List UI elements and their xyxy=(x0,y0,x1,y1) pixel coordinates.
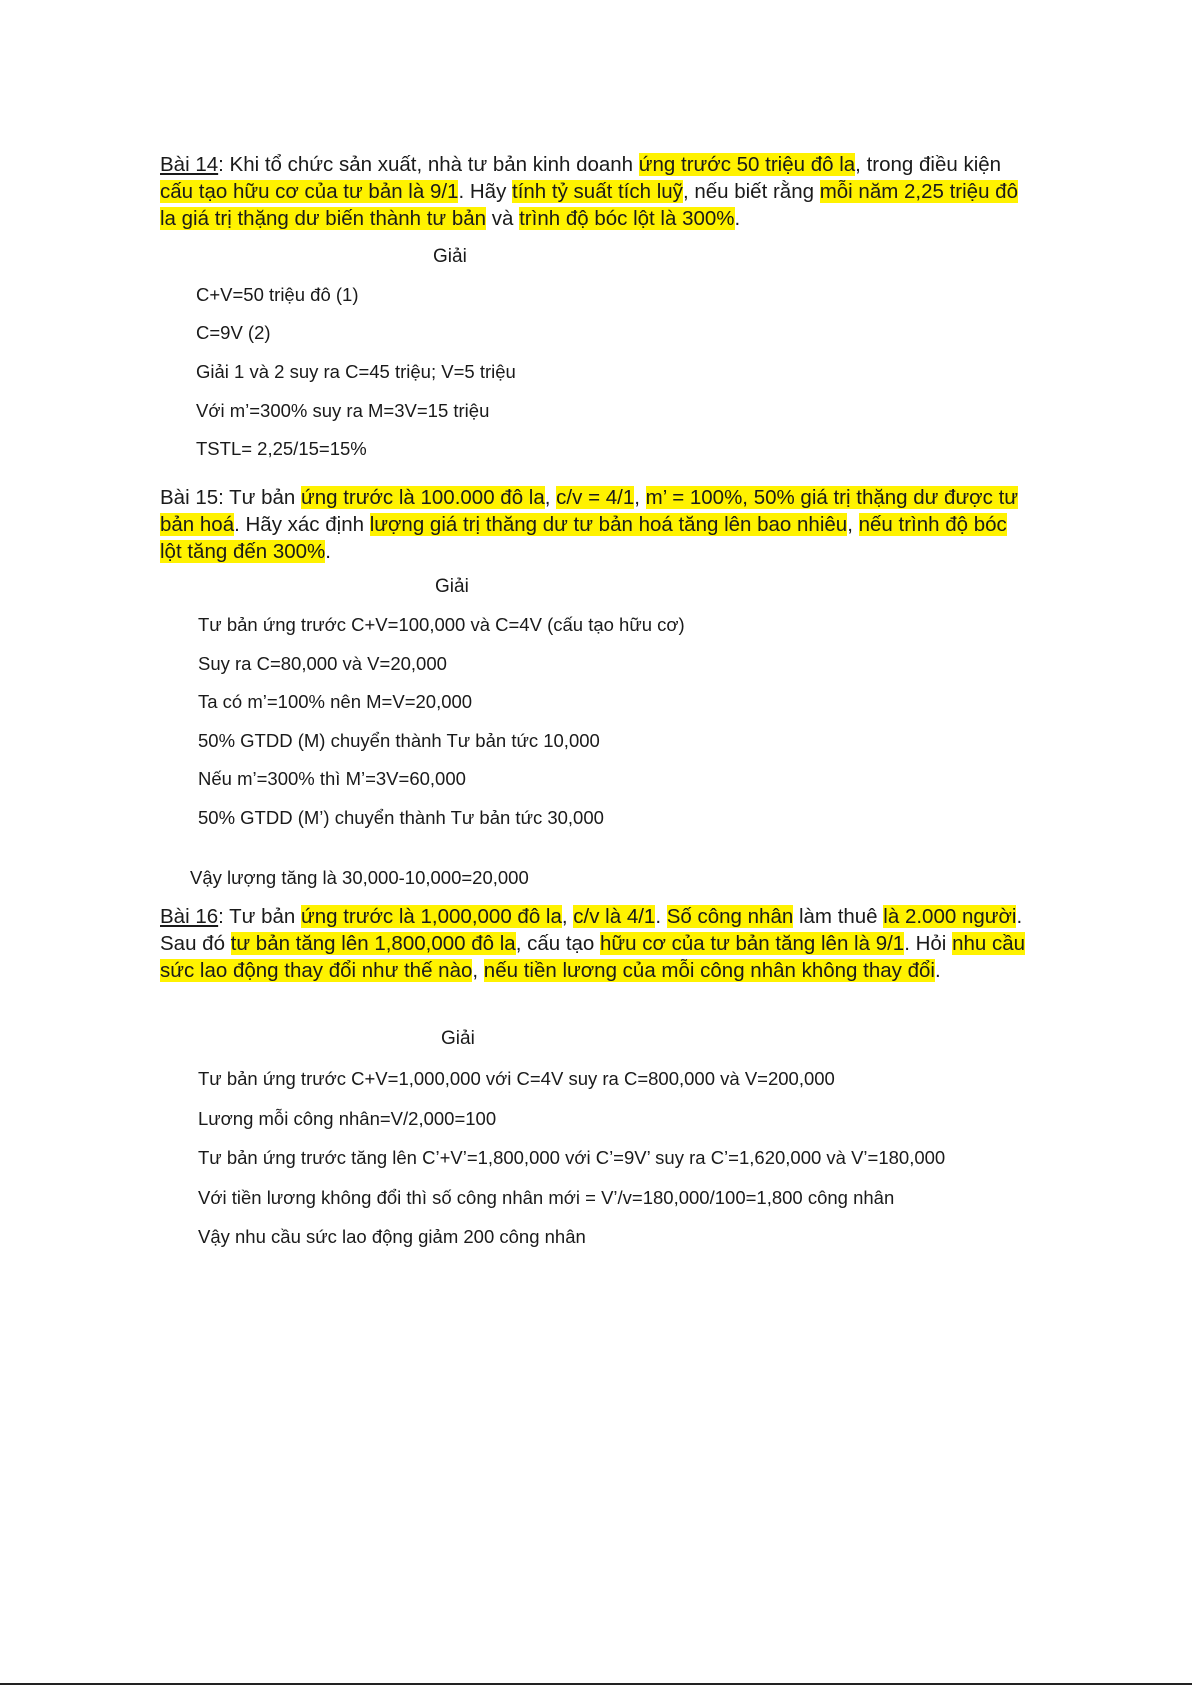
text: . xyxy=(655,905,667,928)
text: : Tư bản xyxy=(218,905,302,928)
solution-conclusion: Vậy lượng tăng là 30,000-10,000=20,000 xyxy=(190,867,529,888)
highlight: nếu tiền lương của mỗi công nhân không thay đổi xyxy=(483,959,935,982)
solution-line: Với tiền lương không đổi thì số công nhân mới = V’/v=180,000/100=1,800 công nhân xyxy=(198,1187,895,1208)
text: . Hãy xác định xyxy=(234,513,370,536)
highlight: lượng giá trị thăng dư tư bản hoá tăng lên bao nhiêu xyxy=(369,513,848,536)
solution-line: Ta có m’=100% nên M=V=20,000 xyxy=(198,691,473,712)
highlight: Số công nhân xyxy=(666,905,794,928)
problem-15-statement xyxy=(160,484,1030,565)
text: . xyxy=(325,540,331,563)
highlight: là 2.000 người xyxy=(883,905,1017,928)
solution-line: Vậy nhu cầu sức lao động giảm 200 công nhân xyxy=(198,1226,586,1247)
text: , nếu biết rằng xyxy=(682,180,820,203)
text: , trong điều kiện xyxy=(855,153,1002,176)
solution-line: Giải 1 và 2 suy ra C=45 triệu; V=5 triệu xyxy=(196,361,516,382)
solution-line: Lương mỗi công nhân=V/2,000=100 xyxy=(198,1108,497,1129)
highlight: m’ = 100%, 50% giá trị thặng dư được tư bản hoá xyxy=(160,486,1018,536)
solution-line: Tư bản ứng trước C+V=100,000 và C=4V (cấu tạo hữu cơ) xyxy=(198,614,685,635)
highlight: c/v = 4/1 xyxy=(556,486,635,509)
highlight: cấu tạo hữu cơ của tư bản là 9/1 xyxy=(160,180,459,203)
highlight: hữu cơ của tư bản tăng lên là 9/1 xyxy=(600,932,905,955)
highlight: nhu cầu sức lao động thay đổi như thế nào xyxy=(160,932,1026,982)
highlight: tư bản tăng lên 1,800,000 đô la xyxy=(230,932,516,955)
text: và xyxy=(486,207,520,230)
solution-line: 50% GTDD (M’) chuyển thành Tư bản tức 30,000 xyxy=(198,807,604,828)
text: . xyxy=(734,207,741,230)
solution-line: C=9V (2) xyxy=(196,322,271,343)
highlight: c/v là 4/1 xyxy=(573,905,656,928)
highlight: trình độ bóc lột là 300% xyxy=(519,207,735,230)
problem-16-statement xyxy=(160,903,1030,984)
text: làm thuê xyxy=(793,905,884,928)
problem-14-label: Bài 14 xyxy=(160,153,219,176)
highlight: ứng trước là 1,000,000 đô la xyxy=(301,905,562,928)
highlight: tính tỷ suất tích luỹ xyxy=(512,180,683,203)
text: , xyxy=(544,486,557,509)
highlight: nếu trình độ bóc lột tăng đến 300% xyxy=(160,513,1007,563)
solution-line: Suy ra C=80,000 và V=20,000 xyxy=(198,653,447,674)
text: , xyxy=(561,905,574,928)
text: . xyxy=(934,959,941,982)
solution-line: Với m’=300% suy ra M=3V=15 triệu xyxy=(196,400,490,421)
solution-line: C+V=50 triệu đô (1) xyxy=(196,284,359,305)
highlight: mỗi năm 2,25 triệu đô la giá trị thặng dư biến thành tư bản xyxy=(160,180,1018,230)
highlight: ứng trước là 100.000 đô la xyxy=(301,486,545,509)
problem-14-statement xyxy=(160,151,1030,232)
solution-heading-14: Giải xyxy=(433,246,467,267)
text: , xyxy=(847,513,859,536)
solution-line: Tư bản ứng trước C+V=1,000,000 với C=4V suy ra C=800,000 và V=200,000 xyxy=(198,1068,835,1089)
solution-line: Nếu m’=300% thì M’=3V=60,000 xyxy=(198,768,466,789)
text: : Khi tổ chức sản xuất, nhà tư bản kinh doanh xyxy=(218,153,639,176)
solution-heading-16: Giải xyxy=(441,1028,475,1049)
highlight: ứng trước 50 triệu đô la xyxy=(638,153,856,176)
text: . Hãy xyxy=(458,180,513,203)
text: Bài 15: Tư bản xyxy=(160,486,301,509)
text: . Hỏi xyxy=(904,932,953,955)
solution-line: 50% GTDD (M) chuyển thành Tư bản tức 10,000 xyxy=(198,730,600,751)
solution-heading-15: Giải xyxy=(435,576,469,597)
text: . Sau đó xyxy=(160,905,1023,955)
solution-line: TSTL= 2,25/15=15% xyxy=(196,438,367,459)
text: , xyxy=(634,486,646,509)
problem-16-label: Bài 16 xyxy=(160,905,219,928)
text: , cấu tạo xyxy=(515,932,601,955)
solution-line: Tư bản ứng trước tăng lên C’+V’=1,800,000 với C’=9V’ suy ra C’=1,620,000 và V’=180,000 xyxy=(198,1147,946,1168)
text: , xyxy=(472,959,484,982)
